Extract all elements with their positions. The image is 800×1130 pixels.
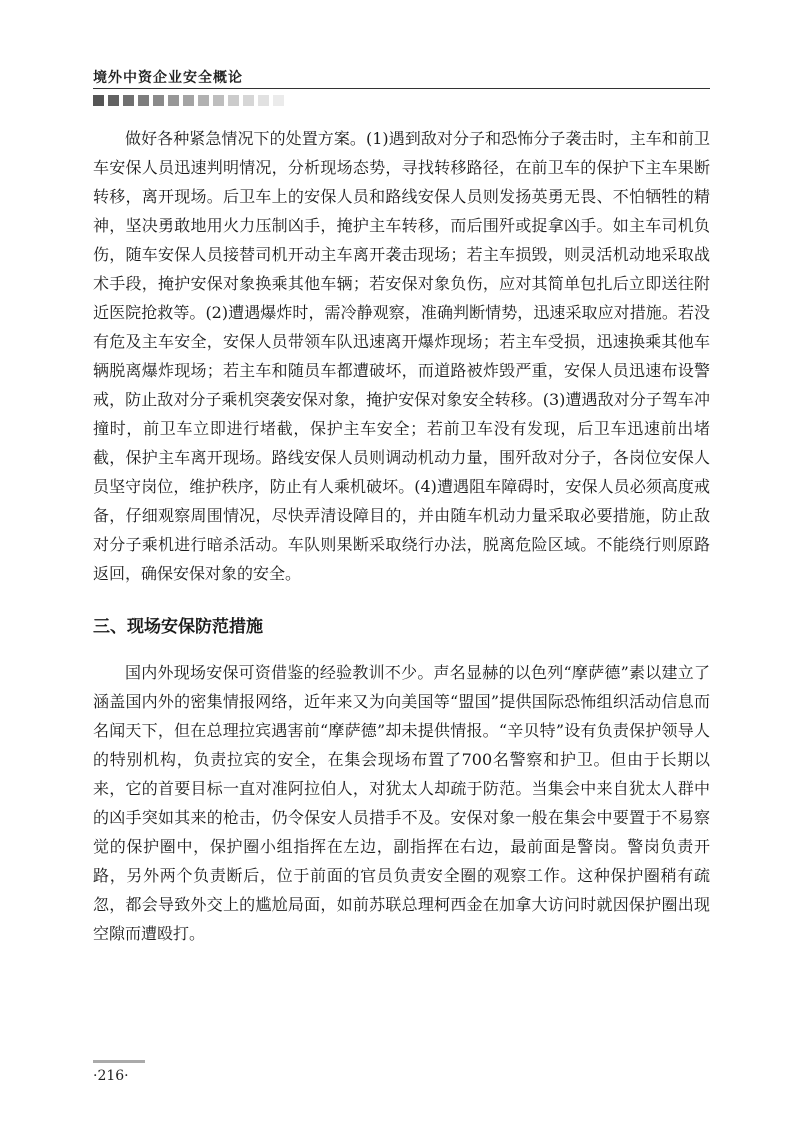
paragraph-onsite-measures: 国内外现场安保可资借鉴的经验教训不少。声名显赫的以色列“摩萨德”素以建立了涵盖国内外的密集情报网络，近年来又为向美国等“盟国”提供国际恐怖组织活动信息而名闻天下，但在总理拉宾遇害前“摩萨德”却未提供情报。“辛贝特”设有负责保护领导人的特别机构，负责拉宾的安全，在集会现场布置了700名警察和护卫。但由于长期以来，它的首要目标一直对准阿拉伯人，对犹太人却疏于防范。当集会中来自犹太人群中的凶手突如其来的枪击，仍令保安人员措手不及。安保对象一般在集会中要置于不易察觉的保护圈中，保护圈小组指挥在左边，副指挥在右边，最前面是警岗。警岗负责开路，另外两个负责断后，位于前面的官员负责安全圈的观察工作。这种保护圈稍有疏忽，都会导致外交上的尴尬局面，如前苏联总理柯西金在加拿大访问时就因保护圈出现空隙而遭殴打。	[93, 663, 710, 943]
header-square	[243, 95, 254, 106]
header-square	[183, 95, 194, 106]
page-number: ·216·	[93, 1068, 129, 1084]
header-square	[123, 95, 134, 106]
running-header-title: 境外中资企业安全概论	[93, 70, 243, 86]
header-divider	[93, 88, 710, 89]
paragraph-emergency-plans: 做好各种紧急情况下的处置方案。(1)遇到敌对分子和恐怖分子袭击时，主车和前卫车安保人员迅速判明情况，分析现场态势，寻找转移路径，在前卫车的保护下主车果断转移，离开现场。后卫车上的安保人员和路线安保人员则发扬英勇无畏、不怕牺牲的精神，坚决勇敢地用火力压制凶手，掩护主车转移，而后围歼或捉拿凶手。如主车司机负伤，随车安保人员接替司机开动主车离开袭击现场；若主车损毁，则灵活机动地采取战术手段，掩护安保对象换乘其他车辆；若安保对象负伤，应对其简单包扎后立即送往附近医院抢救等。(2)遭遇爆炸时，需冷静观察，准确判断情势，迅速采取应对措施。若没有危及主车安全，安保人员带领车队迅速离开爆炸现场；若主车受损，迅速换乘其他车辆脱离爆炸现场；若主车和随员车都遭破坏，而道路被炸毁严重，安保人员迅速布设警戒，防止敌对分子乘机突袭安保对象，掩护安保对象安全转移。(3)遭遇敌对分子驾车冲撞时，前卫车立即进行堵截，保护主车安全；若前卫车没有发现，后卫车迅速前出堵截，保护主车离开现场。路线安保人员则调动机动力量，围歼敌对分子，各岗位安保人员坚守岗位，维护秩序，防止有人乘机破坏。(4)遭遇阻车障碍时，安保人员必须高度戒备，仔细观察周围情况，尽快弄清设障目的，并由随车机动力量采取必要措施，防止敌对分子乘机进行暗杀活动。车队则果断采取绕行办法，脱离危险区域。不能绕行则原路返回，确保安保对象的安全。	[93, 129, 710, 583]
header-square	[168, 95, 179, 106]
header-square	[273, 95, 284, 106]
running-header	[93, 62, 710, 112]
header-square	[258, 95, 269, 106]
page-body	[93, 124, 710, 948]
header-square	[228, 95, 239, 106]
header-square	[93, 95, 104, 106]
header-square	[153, 95, 164, 106]
header-gradient-squares	[93, 95, 288, 106]
header-square	[198, 95, 209, 106]
footer-divider	[93, 1060, 145, 1063]
header-square	[108, 95, 119, 106]
header-square	[138, 95, 149, 106]
section-heading: 三、现场安保防范措施	[93, 617, 263, 637]
header-square	[213, 95, 224, 106]
